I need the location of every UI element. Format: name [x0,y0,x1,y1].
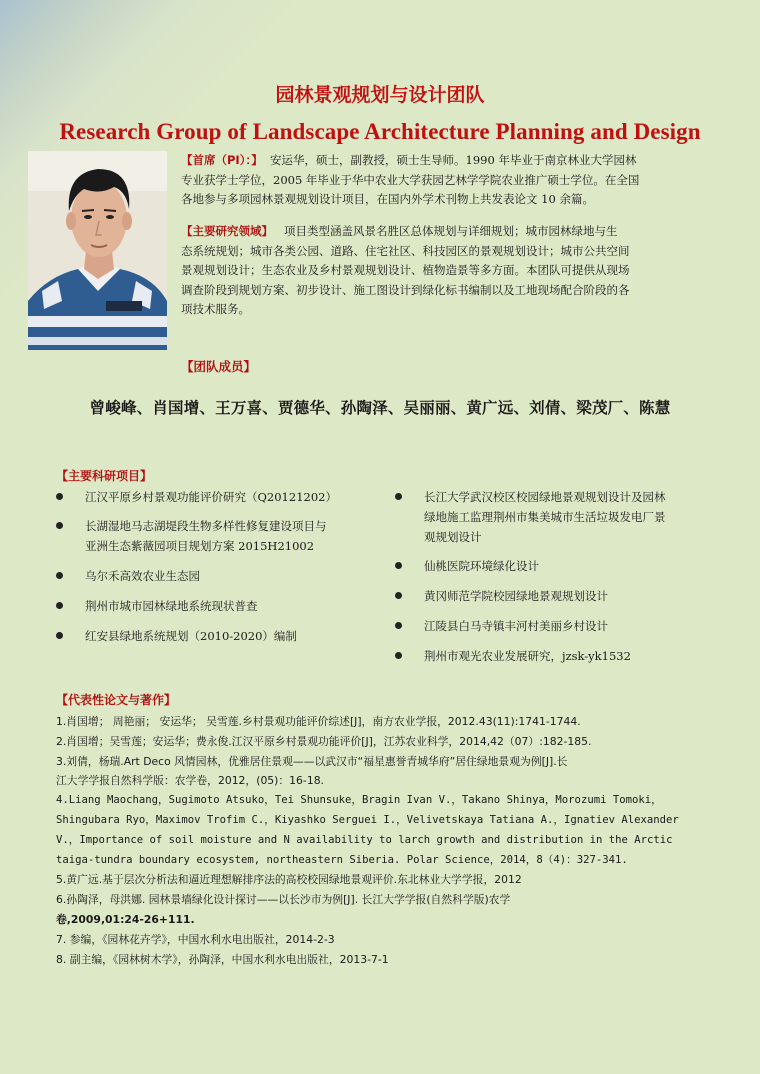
bullet-icon [56,572,63,579]
paper-line: 6.孙陶泽，母洪娜. 园林景墙绿化设计探讨——以长沙市为例[J]. 长江大学学报(自然科学版)农学 [56,893,511,907]
papers-header: 【代表性论文与著作】 [56,693,177,707]
page-title-cn: 园林景观规划与设计团队 [275,84,485,106]
projects-header: 【主要科研项目】 [56,469,153,483]
bullet-icon [395,592,402,599]
paper-line: 1.肖国增； 周艳丽； 安运华； 吴雪莲.乡村景观功能评价综述[J]，南方农业学报，2012.43(11):1741-1744. [56,715,581,728]
projects-left-list [56,487,386,657]
research-text-line: 项技术服务。 [181,302,250,316]
research-text-line: 调查阶段到规划方案、初步设计、施工图设计到绿化标书编制以及工地现场配合阶段的各 [181,282,630,297]
paper-line: 3.刘倩，杨瑞.Art Deco 风情园林，优雅居住景观——以武汉市“福星惠誉青城华府”居住绿地景观为例[J].长 [56,754,568,768]
project-item: 江陵县白马寺镇丰河村美丽乡村设计 [395,616,608,636]
project-item: 红安县绿地系统规划（2010-2020）编制 [56,626,297,646]
members-list: 曾峻峰、肖国增、王万喜、贾德华、孙陶泽、吴丽丽、黄广远、刘倩、梁茂厂、陈慧 [89,399,671,417]
pi-text-line: 专业获学士学位，2005 年毕业于华中农业大学获园艺林学学院农业推广硕士学位。在全国 [181,172,640,187]
bullet-icon [395,652,402,659]
paper-line: Shingubara Ryo，Maximov Trofim C.，Kiyashko Serguei I.，Velivetskaya Tatiana A.，Ignatiev Alexander [56,813,679,826]
pi-text-line: 各地参与多项园林景观规划设计项目，在国内外学术刊物上共发表论文 10 余篇。 [181,192,594,206]
paper-line: 卷,2009,01:24-26+111. [56,912,195,926]
pi-section [181,151,726,210]
project-item: 长江大学武汉校区校园绿地景观规划设计及园林 绿地施工监理荆州市集美城市生活垃圾发电厂景 观规划设计 [395,487,666,547]
research-section [181,222,726,320]
bullet-icon [395,622,402,629]
project-item: 荆州市观光农业发展研究，jzsk-yk1532 [395,646,631,666]
paper-line: 2.肖国增；吴雪莲；安运华；费永俊.江汉平原乡村景观功能评价[J]，江苏农业科学，2014,42（07）:182-185. [56,734,592,748]
research-text-line: 项目类型涵盖风景名胜区总体规划与详细规划；城市园林绿地与生 [283,224,618,238]
pi-header: 【首席（PI）：】 [181,153,263,167]
projects-right-list [395,487,715,667]
bullet-icon [56,493,63,500]
project-item: 仙桃医院环境绿化设计 [395,556,539,576]
paper-line: 4.Liang Maochang，Sugimoto Atsuko，Tei Shunsuke，Bragin Ivan V.，Takano Shinya，Morozumi Tomoki， [56,794,662,807]
research-text-line: 景观规划设计；生态农业及乡村景观规划设计、植物造景等多方面。本团队可提供从现场 [181,263,630,277]
members-header: 【团队成员】 [181,359,257,374]
portrait-photo [28,151,167,350]
paper-line: 江大学学报自然科学版：农学卷，2012，(05)：16-18. [56,774,324,788]
papers-list [56,712,716,969]
paper-line: taiga-tundra boundary ecosystem, northeastern Siberia. Polar Science，2014，8（4)：327-341. [56,853,628,866]
project-item: 江汉平原乡村景观功能评价研究（Q20121202） [56,487,337,507]
project-item: 荆州市城市园林绿地系统现状普查 [56,596,258,616]
bullet-icon [56,522,63,529]
research-header: 【主要研究领域】 [181,224,273,238]
paper-line: 8. 副主编，《园林树木学》，孙陶泽，中国水利水电出版社，2013-7-1 [56,952,389,966]
bullet-icon [56,602,63,609]
project-item: 长湖湿地马志湖堤段生物多样性修复建设项目与 亚洲生态紫薇园项目规划方案 2015H21002 [56,516,327,556]
pi-text-line: 安运华，硕士，副教授，硕士生导师。1990 年毕业于南京林业大学园林 [270,153,637,167]
paper-line: 5.黄广远.基于层次分析法和逼近理想解排序法的高校校园绿地景观评价.东北林业大学学报，2012 [56,873,522,887]
bullet-icon [395,493,402,500]
project-item: 黄冈师范学院校园绿地景观规划设计 [395,586,608,606]
bullet-icon [56,632,63,639]
research-text-line: 态系统规划；城市各类公园、道路、住宅社区、科技园区的景观规划设计；城市公共空间 [181,243,630,258]
paper-line: V.，Importance of soil moisture and N availability to larch growth and distribution in the Arctic [56,833,673,846]
project-item: 乌尔禾高效农业生态园 [56,566,200,586]
paper-line: 7. 参编，《园林花卉学》，中国水利水电出版社，2014-2-3 [56,932,335,946]
page-title-en: Research Group of Landscape Architecture Planning and Design [59,119,701,144]
bullet-icon [395,562,402,569]
